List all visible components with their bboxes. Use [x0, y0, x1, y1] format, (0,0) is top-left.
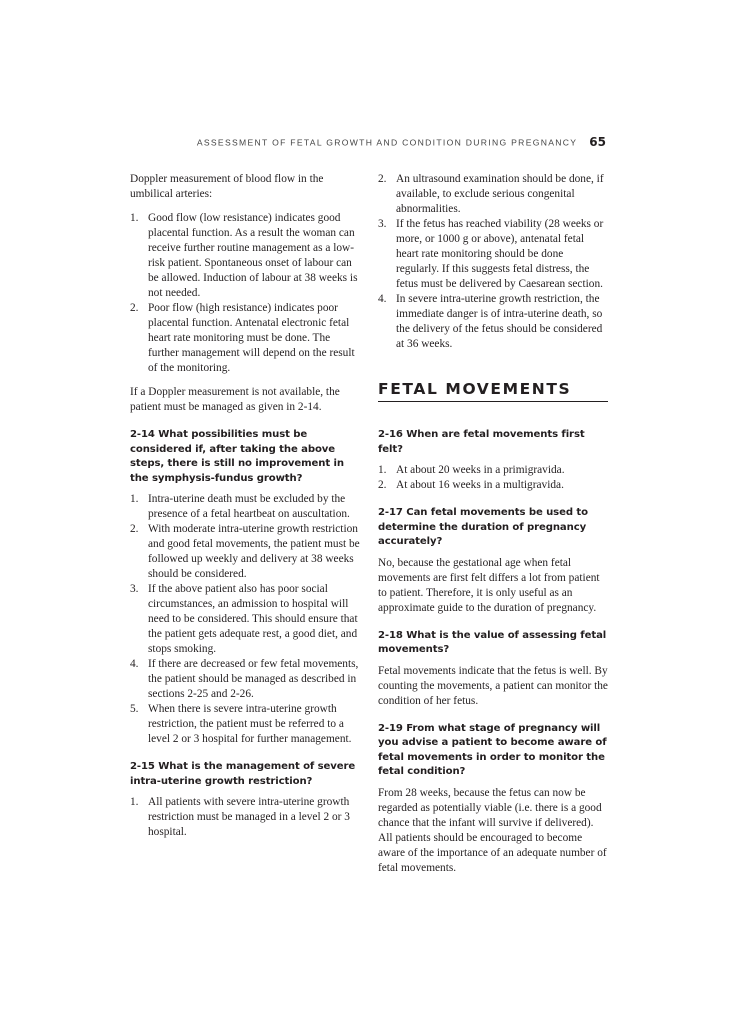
list-item-number: 2.: [378, 173, 387, 185]
list-item-text: If the fetus has reached viability (28 weeks or more, or 1000 g or above), antenatal fetal heart rate monitoring should be done regularly. If this suggests fetal distress, the fetus must be delivered by Caesarean section.: [396, 218, 604, 290]
list-item: [378, 172, 608, 217]
question-2-17-heading: 2-17 Can fetal movements be used to determine the duration of pregnancy accurately?: [378, 507, 588, 547]
list-item-number: 3.: [130, 583, 139, 595]
question-2-18-heading: 2-18 What is the value of assessing fetal movements?: [378, 629, 607, 655]
running-title: ASSESSMENT OF FETAL GROWTH AND CONDITION DURING PREGNANCY: [196, 137, 578, 148]
list-item: [378, 478, 608, 493]
list-item-text: At about 20 weeks in a primigravida.: [396, 464, 565, 476]
left-column: [130, 172, 360, 849]
list-item-number: 4.: [378, 293, 387, 305]
right-column: [378, 172, 608, 885]
list-item: [130, 795, 360, 840]
question-2-19-answer: From 28 weeks, because the fetus can now be regarded as potentially viable (i.e. there is a good chance that the infant will survive if delivered). All patients should be encouraged to become aware of the importance of an adequate number of fetal movements.: [378, 786, 607, 874]
list-item: [130, 657, 360, 702]
list-item-number: 1.: [130, 493, 139, 505]
question-2-16-list: [378, 463, 608, 493]
list-item: [130, 582, 360, 657]
list-item-number: 2.: [130, 523, 139, 535]
list-item: [130, 211, 360, 301]
doppler-note: If a Doppler measurement is not available, the patient must be managed as given in 2-14.: [130, 386, 340, 413]
question-2-14-heading: 2-14 What possibilities must be considered if, after taking the above steps, there is still no improvement in the symphysis-fundus growth?: [130, 429, 344, 484]
question-2-15-heading: 2-15 What is the management of severe intra-uterine growth restriction?: [130, 761, 356, 787]
question-2-16-heading: 2-16 When are fetal movements first felt?: [378, 429, 585, 455]
list-item-number: 1.: [130, 212, 139, 224]
list-item-number: 1.: [130, 796, 139, 808]
running-header: [130, 133, 606, 151]
list-item: [130, 702, 360, 747]
list-item-number: 5.: [130, 703, 139, 715]
list-item-text: All patients with severe intra-uterine growth restriction must be managed in a level 2 or 3 hospital.: [148, 796, 350, 838]
list-item-text: In severe intra-uterine growth restriction, the immediate danger is of intra-uterine death, so the delivery of the fetus should be considered at 36 weeks.: [396, 293, 603, 350]
list-item-number: 3.: [378, 218, 387, 230]
list-item-number: 1.: [378, 464, 387, 476]
list-item-text: An ultrasound examination should be done, if available, to exclude serious congenital abnormalities.: [396, 173, 604, 215]
section-heading-fetal-movements: FETAL MOVEMENTS: [378, 380, 608, 402]
list-item-number: 2.: [130, 302, 139, 314]
list-item-text: At about 16 weeks in a multigravida.: [396, 479, 564, 491]
question-2-19-heading: 2-19 From what stage of pregnancy will you advise a patient to become aware of fetal movements in order to monitor the fetal condition?: [378, 722, 607, 777]
list-item: [130, 492, 360, 522]
list-item: [130, 522, 360, 582]
question-2-18-answer: Fetal movements indicate that the fetus is well. By counting the movements, a patient can monitor the condition of her fetus.: [378, 664, 608, 707]
list-item: [378, 463, 608, 478]
list-item-text: Good flow (low resistance) indicates good placental function. As a result the woman can receive further routine management as a low-risk patient. Spontaneous onset of labour can be allowed. Induction of labour at 38 weeks is not needed.: [148, 212, 358, 299]
doppler-list: [130, 211, 360, 376]
list-item-text: If there are decreased or few fetal movements, the patient should be managed as described in sections 2-25 and 2-26.: [148, 658, 359, 700]
list-item-text: With moderate intra-uterine growth restriction and good fetal movements, the patient must be followed up weekly and delivery at 38 weeks should be considered.: [148, 523, 360, 580]
list-item-text: Intra-uterine death must be excluded by the presence of a fetal heartbeat on auscultation.: [148, 493, 350, 520]
doppler-intro: Doppler measurement of blood flow in the umbilical arteries:: [130, 173, 324, 200]
list-item: [378, 217, 608, 292]
list-item-number: 4.: [130, 658, 139, 670]
page-number: 65: [589, 135, 606, 150]
list-item: [130, 301, 360, 376]
list-item-text: When there is severe intra-uterine growth restriction, the patient must be referred to a level 2 or 3 hospital for further management.: [148, 703, 352, 745]
list-item-number: 2.: [378, 479, 387, 491]
continued-management-list: [378, 172, 608, 352]
question-2-17-answer: No, because the gestational age when fetal movements are first felt differs a lot from patient to patient. Therefore, it is only useful as an approximate guide to the duration of pregnancy.: [378, 556, 600, 614]
question-2-14-list: [130, 492, 360, 747]
list-item-text: If the above patient also has poor social circumstances, an admission to hospital will need to be considered. This should ensure that the patient gets adequate rest, a good diet, and stops smoking.: [148, 583, 358, 655]
question-2-15-list: [130, 795, 360, 840]
list-item: [378, 292, 608, 352]
list-item-text: Poor flow (high resistance) indicates poor placental function. Antenatal electronic fetal heart rate monitoring must be done. The further management will depend on the result of the monitoring.: [148, 302, 355, 374]
